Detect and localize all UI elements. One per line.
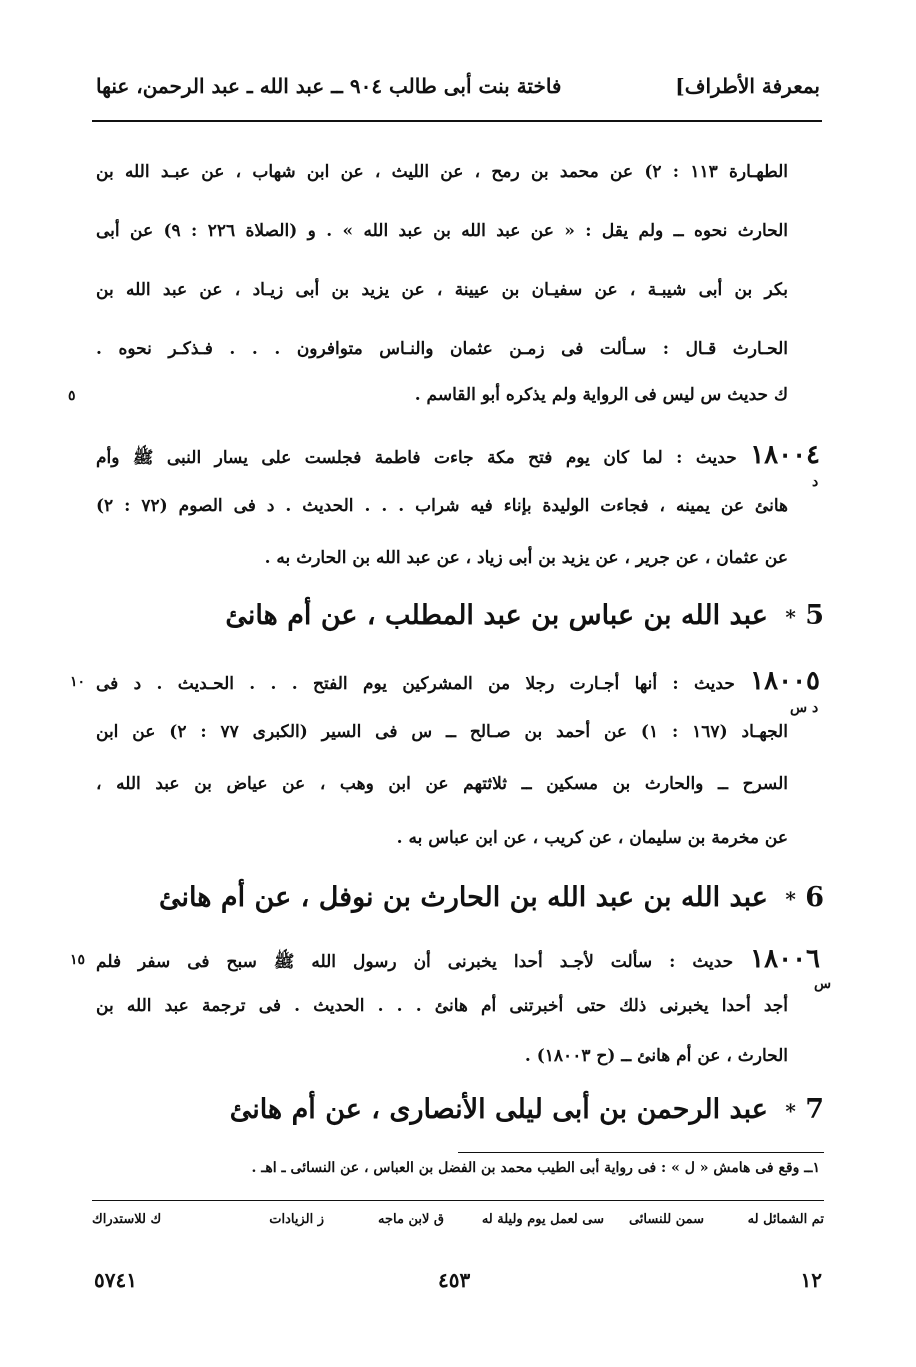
section-star: * (785, 1099, 796, 1123)
section-number: 7 (805, 1094, 824, 1125)
page-number: ١٢ (800, 1268, 822, 1292)
running-header (96, 74, 820, 118)
section-heading (159, 882, 824, 913)
margin-line-number: ١٠ (70, 674, 86, 690)
serial-number: ٥٧٤١ (94, 1268, 137, 1292)
section-heading (225, 600, 824, 631)
section-star: * (785, 887, 796, 911)
entry-line (96, 666, 820, 696)
section-number: 5 (805, 600, 824, 631)
footnote-rule (458, 1152, 824, 1153)
header-rule (92, 120, 822, 122)
entry-line (96, 944, 820, 976)
entry-number: ١٨٠٠٥ (750, 666, 820, 696)
text-line: الطهـارة ١١٣ : ٢) عن محمد بن رمح ، عن الليث ، عن ابن شهاب ، عن عبـد الله بن (96, 162, 788, 182)
text-line: بكر بن أبى شيبـة ، عن سفيـان بن عيينة ، عن يزيد بن أبى زيـاد ، عن عبد الله بن (96, 280, 788, 300)
text-line: أجد أحدا يخبرنى ذلك حتى أخبرتنى أم هانئ . . . الحديث . فى ترجمة عبد الله بن (96, 996, 788, 1016)
text-line: هانئ عن يمينه ، فجاءت الوليدة بإناء فيه شراب . . . الحديث . د فى الصوم (٧٢ : ٢) (96, 496, 788, 516)
legend-item: ز الزيادات (269, 1212, 324, 1227)
entry-number: ١٨٠٠٦ (750, 944, 820, 974)
entry-text: حديث : لما كان يوم فتح مكة جاءت فاطمة فجلست على يسار النبى ﷺ وأم (96, 448, 737, 468)
entry-line (96, 440, 820, 472)
legend-item: ق لابن ماجه (378, 1212, 444, 1227)
section-heading (230, 1094, 824, 1125)
legend-item: سى لعمل يوم وليلة له (481, 1212, 604, 1227)
margin-siglum: س (814, 976, 832, 992)
section-star: * (785, 605, 796, 629)
legend-item: سمن للنسائى (628, 1212, 704, 1227)
section-title: عبد الله بن عباس بن عبد المطلب ، عن أم هانئ (225, 600, 768, 631)
text-line: الجهـاد (١٦٧ : ١) عن أحمد بن صـالح ــ س فى السير (الكبرى ٧٧ : ٢) عن ابن (96, 722, 788, 742)
text-line: السرح ــ والحارث بن مسكين ــ ثلاثتهم عن ابن وهب ، عن عياض بن عبد الله ، (96, 774, 788, 794)
entry-number: ١٨٠٠٤ (750, 440, 821, 470)
margin-siglum: د (812, 474, 819, 490)
entry-text: حديث : أنها أجـارت رجلا من المشركين يوم الفتح . . . الحـديث . د فى (96, 674, 735, 694)
section-number: 6 (805, 882, 824, 913)
legend-rule (92, 1200, 824, 1201)
text-line: الحـارث قـال : سـألت فى زمـن عثمان والنـاس متوافرون . . . فـذكـر نحوه . (96, 339, 788, 359)
text-line: الحارث ، عن أم هانئ ــ (ح ١٨٠٠٣) . (524, 1046, 788, 1066)
text-line: عن مخرمة بن سليمان ، عن كريب ، عن ابن عباس به . (396, 828, 788, 848)
legend-item: ك للاستدراك (92, 1212, 162, 1227)
abbreviation-legend (92, 1212, 824, 1236)
legend-item: تم الشمائل له (747, 1212, 824, 1227)
section-title: عبد الرحمن بن أبى ليلى الأنصارى ، عن أم هانئ (229, 1094, 768, 1125)
footnote: ١ــ وقع فى هامش « ل » : فى رواية أبى الطيب محمد بن الفضل بن العباس ، عن النسائى ـ اهـ . (251, 1160, 820, 1176)
section-title: عبد الله بن عبد الله بن الحارث بن نوفل ، عن أم هانئ (159, 882, 768, 913)
text-line: ك حديث س ليس فى الرواية ولم يذكره أبو القاسم . (414, 385, 788, 405)
volume-page-number: ٤٥٣ (438, 1268, 471, 1292)
margin-siglum: د س (790, 700, 819, 716)
text-line: الحارث نحوه ــ ولم يقل : « عن عبد الله بن عبد الله » . و (الصلاة ٢٢٦ : ٩) عن أبى (96, 221, 788, 241)
entry-text: حديث : سألت لأجـد أحدا يخبرنى أن رسول الله ﷺ سبح فى سفر فلم (96, 952, 734, 972)
header-right: بمعرفة الأطراف] (675, 74, 820, 98)
margin-line-number: ٥ (68, 388, 76, 404)
text-line: عن عثمان ، عن جرير ، عن يزيد بن أبى زياد ، عن عبد الله بن الحارث به . (264, 548, 788, 568)
header-title: فاختة بنت أبى طالب ٩٠٤ ــ عبد الله ـ عبد الرحمن، عنها (96, 74, 562, 98)
margin-line-number: ١٥ (70, 952, 86, 968)
